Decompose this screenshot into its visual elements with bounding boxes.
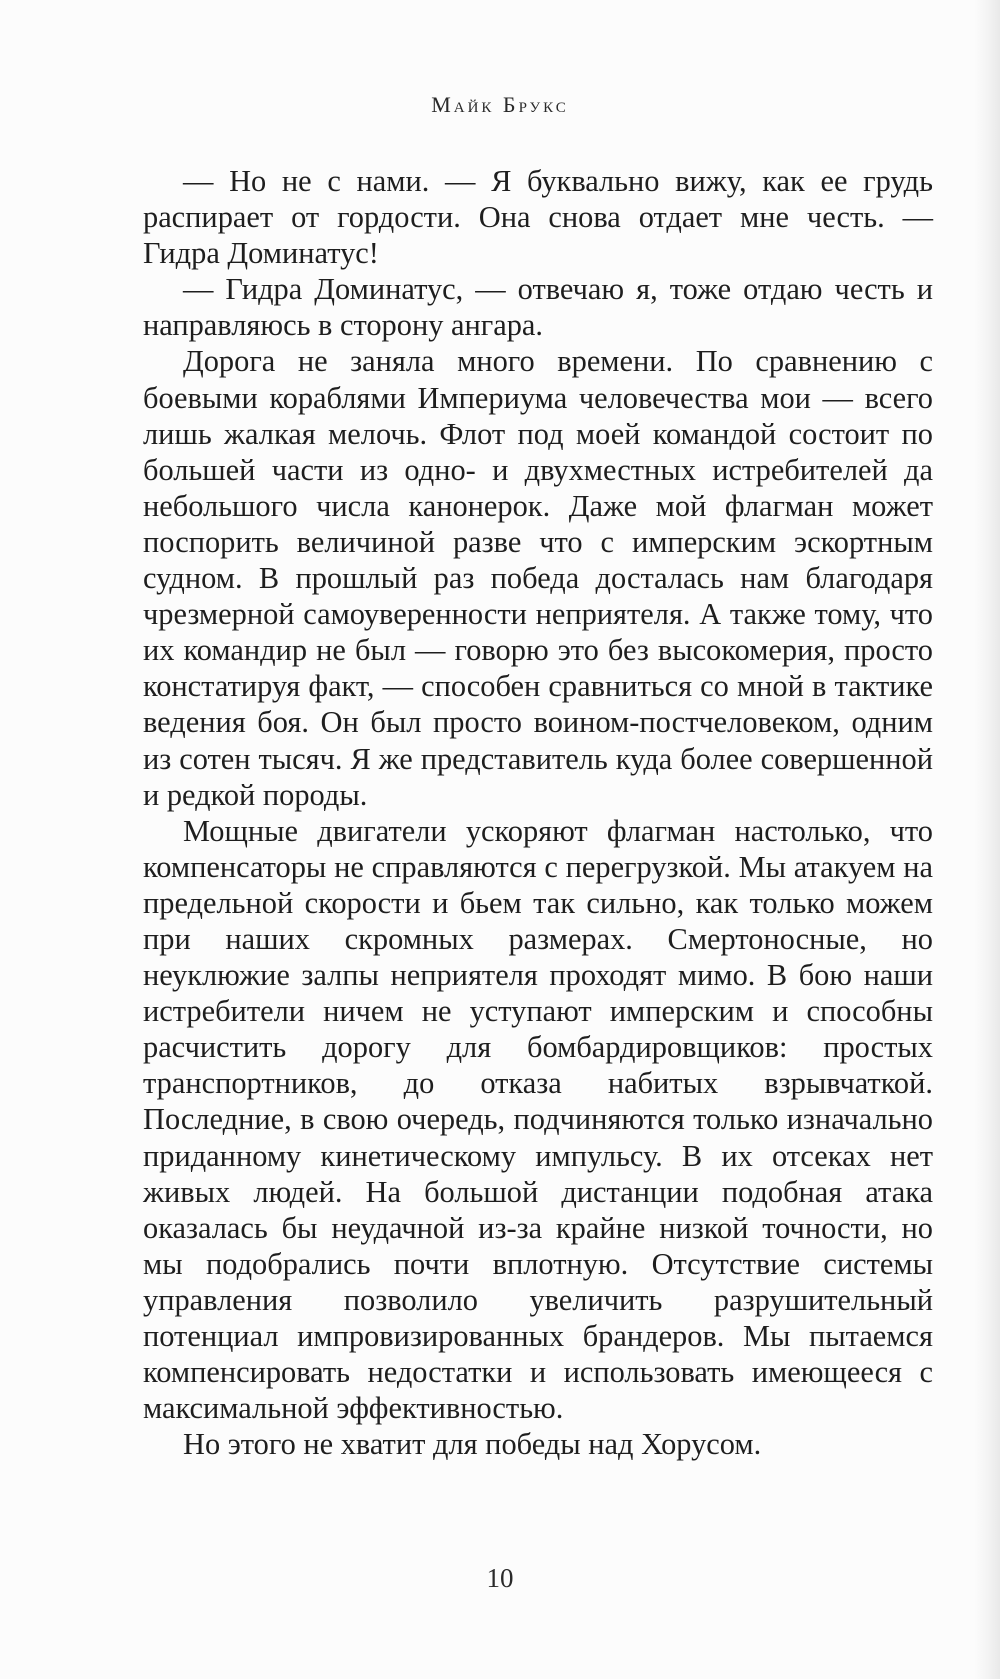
paragraph: — Но не с нами. — Я буквально вижу, как ее грудь распирает от гордости. Она снова отдает мне честь. — Гидра Доминатус! [143, 164, 933, 271]
body-text [143, 163, 933, 1462]
paragraph: Но этого не хватит для победы над Хорусом. [183, 1427, 762, 1462]
paragraph: Мощные двигатели ускоряют флагман настолько, что компенсаторы не справляются с перегрузкой. Мы атакуем на предельной скорости и бьем так сильно, как только можем при наших скромных размерах. Смертоносные, но неуклюжие залпы неприятеля проходят мимо. В бою наши истребители ничем не уступают имперским и способны расчистить дорогу для бомбардировщиков: простых транспортников, до отказа набитых взрывчаткой. Последние, в свою очередь, подчиняются только изначально приданному кинетическому импульсу. В их отсеках нет живых людей. На большой дистанции подобная атака оказалась бы неудачной из-за крайне низкой точности, но мы подобрались почти вплотную. Отсутствие системы управления позволило увеличить разрушительный потенциал импровизированных брандеров. Мы пытаемся компенсировать недостатки и использовать имеющееся с максимальной эффективностью. [143, 813, 933, 1426]
paragraph: — Гидра Доминатус, — отвечаю я, тоже отдаю честь и направляюсь в сторону ангара. [143, 272, 933, 343]
paragraph: Дорога не заняла много времени. По сравнению с боевыми кораблями Империума человечества мои — всего лишь жалкая мелочь. Флот под моей командой состоит по большей части из одно- и двухместных истребителей да небольшого числа канонерок. Даже мой флагман может поспорить величиной разве что с имперским эскортным судном. В прошлый раз победа досталась нам благодаря чрезмерной самоуверенности неприятеля. А также тому, что их командир не был — говорю это без высокомерия, просто констатируя факт, — способен сравниться со мной в тактике ведения боя. Он был просто воином-постчеловеком, одним из сотен тысяч. Я же представитель куда более совершенной и редкой породы. [143, 344, 933, 812]
running-head-author: Майк Брукс [431, 92, 569, 117]
page-edge-shadow [974, 0, 1000, 1679]
page-number: 10 [486, 1563, 514, 1593]
